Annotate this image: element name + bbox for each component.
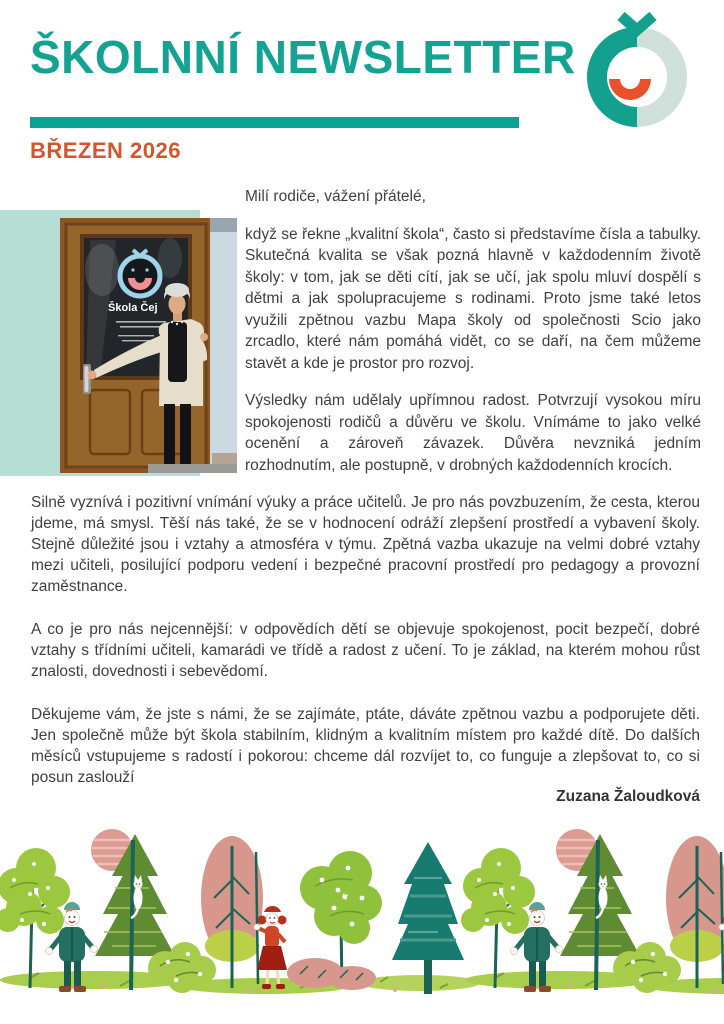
logo-caron [621, 16, 653, 30]
letter-paragraph: Děkujeme vám, že jste s námi, že se zajímáte, ptáte, dáváte zpětnou vazbu a podporujete děti. Jen společně může být škola stabilním, klidným a kvalitním místem pro každé dítě. Do dalších měsíců vstupujeme s radostí i pokorou: chceme dál rozvíjet to, co funguje a zlepšovat to, co si posun zaslouží [31, 706, 700, 786]
signature: Zuzana Žaloudková [556, 788, 700, 805]
logo-smile [609, 79, 651, 100]
wall-strip [210, 218, 237, 473]
logo-ring-teal [597, 37, 637, 117]
issue-date: BŘEZEN 2026 [30, 138, 182, 163]
page-title: ŠKOLNNÍ NEWSLETTER [30, 31, 576, 83]
letter-paragraph: když se řekne „kvalitní škola“, často si představíme čísla a tabulky. Skutečná kvalita se však pozná hlavně v každodenním životě školy: v tom, jak se děti cítí, jak se učí, jak spolu mluví dospělí s dětmi a jak spolupracujeme s rodinami. Proto jsme také letos využili zpětnou vazbu Mapa školy od společnosti Scio jako zrcadlo, které nám pomáhá vidět, co se daří, na čem můžeme stavět a kde je prostor pro rozvoj. [245, 225, 701, 372]
school-logo-icon [573, 12, 707, 132]
letter-intro-column [245, 186, 701, 492]
letter-greeting: Milí rodiče, vážení přátelé, [245, 188, 426, 205]
letter-body [31, 492, 700, 810]
director-door-photo [60, 218, 237, 473]
door-sign-text: Škola Čej [108, 302, 158, 314]
letter-paragraph: Silně vyznívá i pozitivní vnímání výuky a práce učitelů. Je pro nás povzbuzením, že cesta, kterou jdeme, má smysl. Těší nás také, že se v hodnocení odráží zlepšení prostředí a vybavení školy. Stejně důležité jsou i vztahy a atmosféra v týmu. Zpětná vazba ukazuje na velmi dobré vztahy mezi učiteli, posilující podporu vedení i bezpečné pracovní prostředí pro pedagogy a provozní zaměstnance. [31, 494, 700, 595]
letter-paragraph: A co je pro nás nejcennější: v odpovědích dětí se objevuje spokojenost, pocit bezpečí, dobré vztahy s třídními učiteli, kamarádi ve třídě a radost z učení. To je základ, na kterém mohou růst znalosti, dovednosti i sebevědomí. [31, 621, 700, 680]
letter-paragraph: Výsledky nám udělaly upřímnou radost. Potvrzují vysokou míru spokojenosti rodičů a důvěru ve školu. Vnímáme to jako velké ocenění a zároveň závazek. Důvěra nevzniká jedním rozhodnutím, ale postupně, v drobných každodenních krocích. [245, 392, 701, 474]
forest-illustration [0, 828, 724, 1008]
title-underline [30, 117, 519, 128]
